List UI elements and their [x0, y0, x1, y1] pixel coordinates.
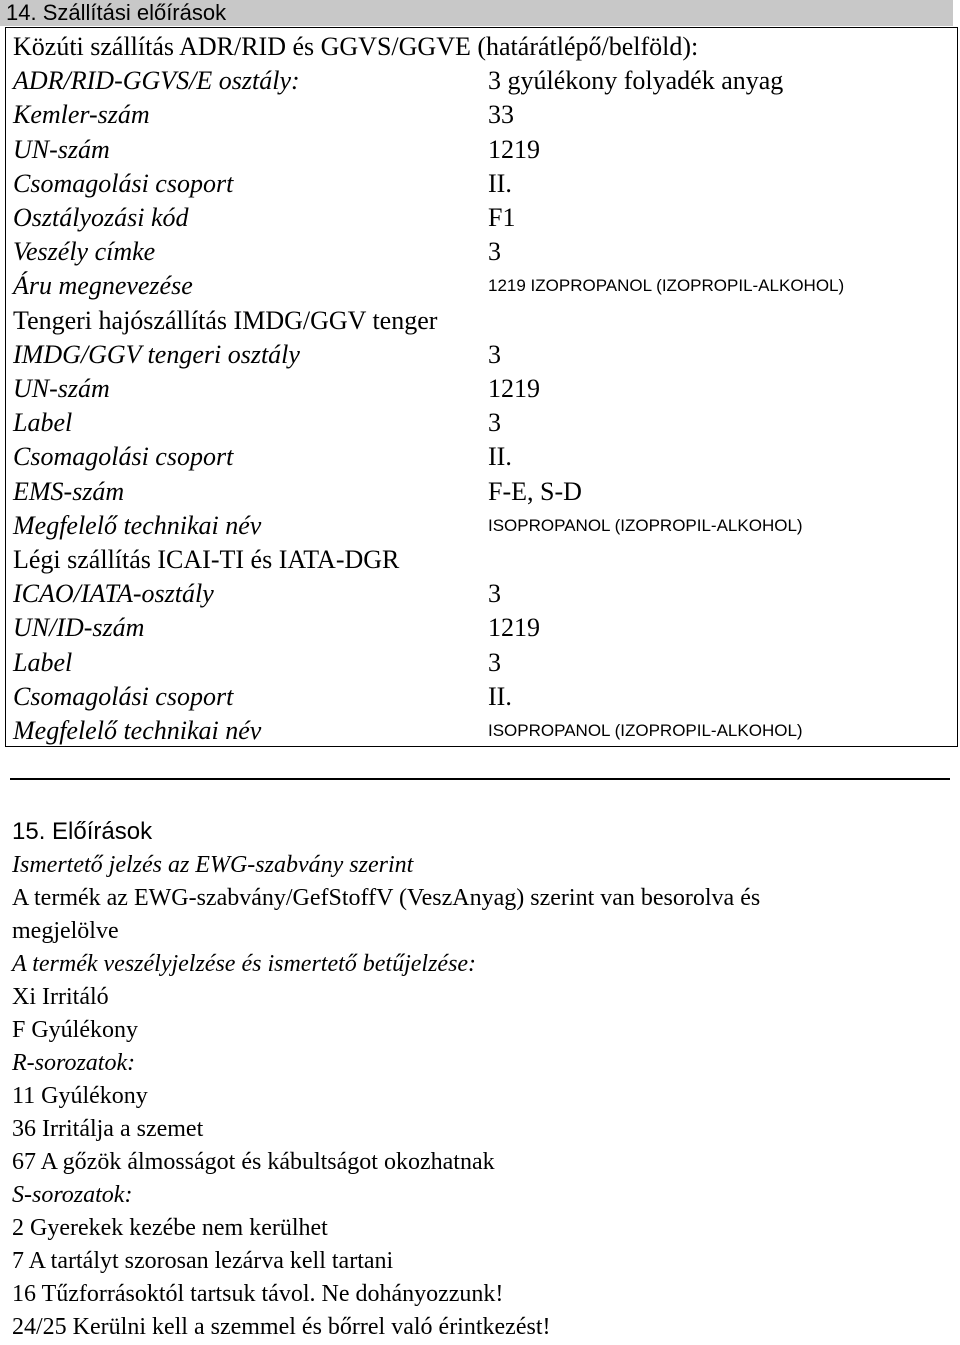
transport-label: Osztályozási kód	[13, 203, 189, 232]
transport-value: ISOPROPANOL (IZOPROPIL-ALKOHOL)	[488, 721, 803, 740]
transport-subheading-row	[6, 543, 957, 577]
transport-value: ISOPROPANOL (IZOPROPIL-ALKOHOL)	[488, 515, 803, 535]
transport-label: Csomagolási csoport	[13, 442, 234, 472]
regulation-line: 67 A gőzök álmosságot és kábultságot okozhatnak	[12, 1149, 495, 1175]
transport-row	[6, 577, 957, 611]
regulation-line: 2 Gyerekek kezébe nem kerülhet	[12, 1215, 328, 1241]
transport-row	[6, 201, 957, 235]
transport-row	[6, 680, 957, 714]
transport-value: 1219 IZOPROPANOL (IZOPROPIL-ALKOHOL)	[488, 276, 845, 296]
regulation-subheading: Ismertető jelzés az EWG-szabvány szerint	[12, 852, 414, 878]
section-15-title: 15. Előírások	[12, 818, 153, 845]
transport-value: II.	[488, 681, 512, 711]
transport-value: II.	[488, 442, 512, 472]
transport-row	[6, 235, 957, 269]
transport-row	[6, 64, 957, 98]
transport-label: Csomagolási csoport	[13, 168, 234, 198]
transport-label: UN-szám	[13, 374, 110, 403]
section-15	[12, 815, 942, 1344]
transport-label: Label	[13, 647, 73, 677]
transport-value: 33	[488, 100, 514, 130]
transport-label: Megfelelő technikai név	[13, 510, 262, 540]
transport-value: 1219	[488, 134, 540, 164]
regulation-subheading: R-sorozatok:	[12, 1050, 136, 1076]
transport-row	[6, 338, 957, 372]
transport-row	[6, 611, 957, 645]
transport-row	[6, 714, 957, 748]
transport-label: Kemler-szám	[13, 100, 150, 130]
transport-row	[6, 167, 957, 201]
transport-label: Megfelelő technikai név	[13, 716, 262, 745]
transport-value: 1219	[488, 613, 540, 643]
regulation-line: A termék az EWG-szabvány/GefStoffV (VeszAnyag) szerint van besorolva és	[12, 885, 761, 911]
transport-value: 3	[488, 647, 501, 677]
transport-row	[6, 133, 957, 167]
regulation-subheading: A termék veszélyjelzése és ismertető betűjelzése:	[12, 951, 477, 977]
regulation-line: 24/25 Kerülni kell a szemmel és bőrrel való érintkezést!	[12, 1314, 551, 1340]
transport-value: 3	[488, 339, 501, 369]
transport-row	[6, 509, 957, 543]
transport-label: UN-szám	[13, 134, 110, 164]
transport-label: Csomagolási csoport	[13, 681, 234, 711]
section-divider	[10, 778, 950, 780]
transport-label: ICAO/IATA-osztály	[13, 579, 214, 609]
transport-table	[5, 27, 958, 747]
regulation-line: 16 Tűzforrásoktól tartsuk távol. Ne dohányozzunk!	[12, 1281, 504, 1307]
transport-row	[6, 646, 957, 680]
transport-value: 3	[488, 408, 501, 438]
transport-label: EMS-szám	[13, 476, 125, 506]
transport-value: 3	[488, 579, 501, 609]
regulation-line: 7 A tartályt szorosan lezárva kell tartani	[12, 1248, 394, 1274]
transport-value: 3	[488, 237, 501, 267]
transport-value: 3 gyúlékony folyadék anyag	[488, 66, 784, 96]
transport-label: Veszély címke	[13, 237, 156, 267]
regulation-line: 11 Gyúlékony	[12, 1083, 148, 1109]
regulation-line: 36 Irritálja a szemet	[12, 1116, 204, 1142]
transport-row	[6, 475, 957, 509]
regulation-line: megjelölve	[12, 918, 119, 944]
regulation-line: Xi Irritáló	[12, 984, 109, 1010]
transport-subheading: Tengeri hajószállítás IMDG/GGV tenger	[13, 305, 438, 335]
transport-value: F-E, S-D	[488, 476, 582, 506]
transport-label: IMDG/GGV tengeri osztály	[13, 339, 300, 369]
transport-subheading-row	[6, 304, 957, 338]
transport-label: Áru megnevezése	[13, 271, 193, 301]
transport-label: ADR/RID-GGVS/E osztály:	[13, 66, 300, 96]
transport-label: UN/ID-szám	[13, 613, 145, 643]
section-14-title: 14. Szállítási előírások	[0, 0, 953, 26]
transport-subheading-row	[6, 30, 957, 64]
transport-row	[6, 269, 957, 303]
transport-subheading: Légi szállítás ICAI-TI és IATA-DGR	[13, 545, 400, 574]
regulation-line: F Gyúlékony	[12, 1017, 138, 1043]
regulation-subheading: S-sorozatok:	[12, 1182, 133, 1208]
transport-value: II.	[488, 168, 512, 198]
transport-row	[6, 440, 957, 474]
transport-row	[6, 406, 957, 440]
transport-row	[6, 372, 957, 406]
transport-row	[6, 98, 957, 132]
transport-label: Label	[13, 408, 73, 438]
transport-subheading: Közúti szállítás ADR/RID és GGVS/GGVE (határátlépő/belföld):	[13, 32, 699, 61]
transport-value: 1219	[488, 374, 540, 403]
transport-value: F1	[488, 203, 516, 232]
